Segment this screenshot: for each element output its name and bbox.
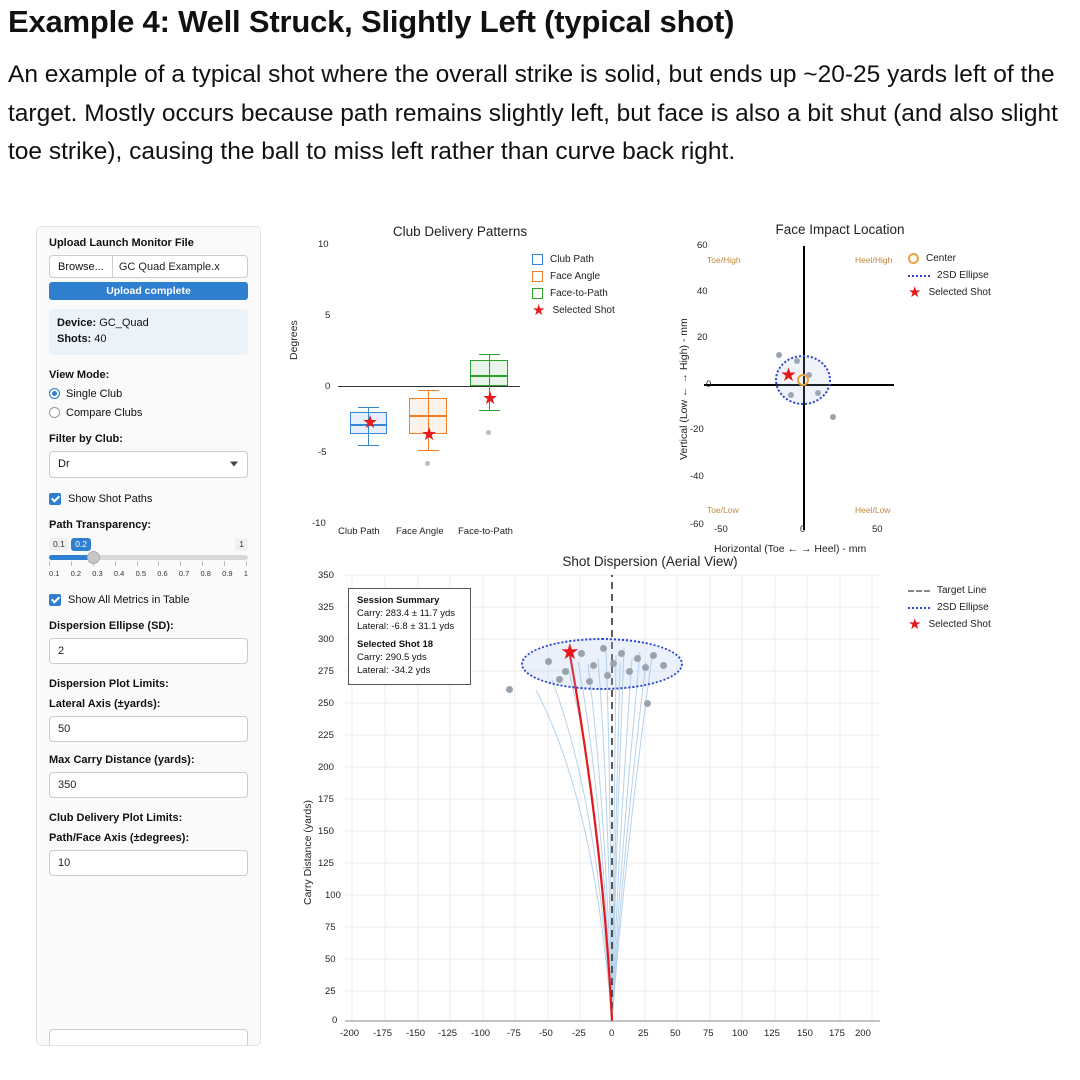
club-delivery-limits-label: Club Delivery Plot Limits: [49,811,183,824]
x-tick: -125 [438,1028,458,1039]
show-shot-paths-label: Show Shot Paths [68,492,153,505]
chevron-down-icon [230,462,238,467]
shot-point [618,650,625,657]
face-impact-legend [908,250,991,301]
x-tick: -175 [373,1028,393,1039]
x-tick: 150 [797,1028,813,1039]
tick-label: 0.8 [200,568,211,578]
y-tick: 25 [325,986,336,997]
legend-item [908,250,991,267]
legend-item [908,582,991,599]
legend-swatch-center [908,253,919,264]
next-input-partial[interactable] [49,1029,248,1046]
shot-point [626,668,633,675]
quadrant-label-toe-high: Toe/High [707,255,741,265]
y-tick: 250 [318,698,334,709]
legend-swatch-selected-shot: ★ [532,302,546,319]
y-tick: 60 [697,240,708,251]
shots-value: 40 [94,332,107,345]
tick-label: 0.5 [135,568,146,578]
y-tick: -5 [318,447,327,458]
filter-club-label: Filter by Club: [49,432,123,445]
x-tick: 125 [764,1028,780,1039]
shot-point [644,700,651,707]
legend-label: 2SD Ellipse [937,270,989,281]
shots-label: Shots: [57,332,92,345]
filter-club-value: Dr [58,458,70,471]
tick-label: 1 [243,568,248,578]
legend-swatch-selected-shot: ★ [908,616,922,633]
legend-label: Selected Shot [928,287,991,298]
legend-label: 2SD Ellipse [937,602,989,613]
legend-swatch-face-to-path [532,288,543,299]
legend-item [532,251,615,268]
slider-min-label: 0.1 [49,538,69,551]
y-axis-label: Carry Distance (yards) [302,799,314,905]
path-face-axis-input[interactable]: 10 [49,850,248,876]
legend-label: Face-to-Path [550,288,608,299]
slider-track[interactable] [49,555,248,560]
x-tick: -25 [572,1028,586,1039]
shot-point [600,645,607,652]
tick-label: 0.4 [113,568,125,578]
device-label: Device: [57,317,97,329]
shot-point [650,652,657,659]
legend-swatch-ellipse [908,607,930,609]
lateral-axis-input[interactable]: 50 [49,716,248,742]
slider-tick-labels [49,569,248,578]
shot-point [556,676,563,683]
radio-single-club-indicator[interactable] [49,388,60,399]
y-tick: -60 [690,519,704,530]
y-axis-label: Degrees [288,320,300,360]
path-transparency-label: Path Transparency: [49,518,152,531]
face-impact-title: Face Impact Location [775,222,905,237]
legend-label: Face Angle [550,271,601,282]
legend-swatch-selected-shot: ★ [908,284,922,301]
x-tick: -50 [714,524,728,535]
x-tick: -75 [507,1028,521,1039]
x-tick: Face-to-Path [458,526,513,537]
y-tick: 0 [706,379,712,390]
y-tick: 0 [325,381,331,392]
show-shot-paths-checkbox[interactable] [49,493,248,505]
quadrant-label-heel-high: Heel/High [855,255,893,265]
y-tick: 325 [318,602,334,613]
y-tick: 10 [318,239,329,250]
page-title: Example 4: Well Struck, Slightly Left (typical shot) [8,4,735,39]
dispersion-ellipse-input[interactable]: 2 [49,638,248,664]
upload-section-title: Upload Launch Monitor File [49,237,194,249]
y-tick: 75 [325,922,336,933]
shot-dispersion-title: Shot Dispersion (Aerial View) [562,554,738,569]
summary-title: Session Summary [357,595,440,606]
lateral-axis-label: Lateral Axis (±yards): [49,697,161,710]
dispersion-ellipse-label: Dispersion Ellipse (SD): [49,619,174,632]
y-tick: 200 [318,762,334,773]
checkbox-indicator[interactable] [49,594,61,606]
summary-selected-title: Selected Shot 18 [357,639,434,651]
legend-item [532,302,615,319]
legend-swatch-face-angle [532,271,543,282]
selected-shot-marker: ★ [482,388,499,408]
file-upload-row[interactable] [49,255,248,278]
y-tick: 150 [318,826,334,837]
show-all-metrics-label: Show All Metrics in Table [68,593,190,606]
legend-swatch-target-line [908,590,930,592]
summary-selected-carry: Carry: 290.5 yds [357,652,427,664]
radio-compare-clubs-indicator[interactable] [49,407,60,418]
y-tick: 50 [325,954,336,965]
shot-point [642,664,649,671]
page-description: An example of a typical shot where the overall strike is solid, but ends up ~20-25 yards left of the target. Mostly occurs because path remains slightly left, but face is also a bit shut (and also slight toe strike), causing the ball to miss left rather than curve back right. [8,61,1058,166]
legend-item [908,284,991,301]
upload-progress-bar: Upload complete [49,282,248,300]
tick-label: 0.2 [70,568,82,578]
tick-label: 0.6 [157,568,168,578]
tick-label: 0.9 [222,568,233,578]
radio-single-club[interactable] [49,388,248,400]
tick-label: 0.3 [92,568,103,578]
shot-dispersion-legend [908,582,991,633]
dispersion-selected-shot-marker: ★ [560,639,580,664]
max-carry-label: Max Carry Distance (yards): [49,753,195,766]
summary-lateral: Lateral: -6.8 ± 31.1 yds [357,620,455,632]
legend-item [532,268,615,285]
summary-selected-lateral: Lateral: -34.2 yds [357,665,431,677]
x-tick: 175 [829,1028,845,1039]
view-mode-label: View Mode: [49,368,110,381]
shot-point [545,658,552,665]
y-tick: -20 [690,424,704,435]
quadrant-label-toe-low: Toe/Low [707,505,739,515]
legend-label: Club Path [550,254,594,265]
x-tick: 25 [638,1028,649,1039]
dispersion-plot-limits-label: Dispersion Plot Limits: [49,677,169,690]
legend-item [908,616,991,633]
legend-swatch-ellipse [908,275,930,277]
max-carry-input[interactable]: 350 [49,772,248,798]
impact-point [830,414,836,420]
selected-shot-marker: ★ [362,412,379,432]
filter-club-select[interactable] [49,451,248,478]
y-tick: 0 [332,1015,338,1026]
impact-point [776,352,782,358]
shot-point [506,686,513,693]
legend-item [908,599,991,616]
shot-point [604,672,611,679]
shot-point [562,668,569,675]
device-info-box [49,309,248,355]
path-face-axis-label: Path/Face Axis (±degrees): [49,831,190,844]
selected-file-name: GC Quad Example.x [112,255,248,278]
club-delivery-title: Club Delivery Patterns [392,224,528,239]
device-value: GC_Quad [99,317,149,329]
y-axis-label: Vertical (Low ← → High) - mm [678,318,690,460]
quadrant-label-heel-low: Heel/Low [855,505,891,515]
x-tick: -150 [406,1028,426,1039]
y-tick: -10 [312,518,326,529]
y-tick: 100 [325,890,341,901]
radio-compare-clubs-label: Compare Clubs [66,406,143,419]
x-tick: 100 [732,1028,748,1039]
legend-item [908,267,991,284]
x-tick: -50 [539,1028,553,1039]
summary-carry: Carry: 283.4 ± 11.7 yds [357,607,455,619]
y-tick: 125 [318,858,334,869]
x-tick: Club Path [338,526,380,537]
shot-point [660,662,667,669]
y-tick: 275 [318,666,334,677]
y-tick: 40 [697,286,708,297]
x-axis-label: Horizontal (Toe ← → Heel) - mm [714,543,867,555]
shot-point [586,678,593,685]
legend-swatch-club-path [532,254,543,265]
x-tick: -100 [471,1028,491,1039]
slider-value-label: 0.2 [71,538,91,551]
legend-label: Selected Shot [928,619,991,630]
session-summary-box [348,588,471,685]
shot-point [634,655,641,662]
y-tick: 175 [318,794,334,805]
x-tick: Face Angle [396,526,444,537]
y-tick: 300 [318,634,334,645]
x-tick: 75 [703,1028,714,1039]
shot-point [590,662,597,669]
legend-label: Center [926,253,957,264]
tick-label: 0.7 [178,568,190,578]
selected-shot-marker: ★ [421,424,438,444]
x-tick: -200 [340,1028,360,1039]
impact-selected-shot-marker: ★ [780,365,798,386]
tick-label: 0.1 [49,568,60,578]
x-tick: 50 [670,1028,681,1039]
legend-label: Target Line [937,585,987,596]
legend-item [532,285,615,302]
path-transparency-slider[interactable] [49,538,248,584]
club-delivery-legend [532,251,615,319]
checkbox-indicator[interactable] [49,493,61,505]
slider-max-label: 1 [235,538,248,551]
x-tick: 200 [855,1028,871,1039]
radio-compare-clubs[interactable] [49,407,248,419]
y-tick: 350 [318,570,334,581]
y-tick: -40 [690,471,704,482]
legend-label: Selected Shot [552,305,615,316]
impact-center-marker [797,374,809,386]
x-tick: 0 [609,1028,615,1039]
slider-ticks [49,561,248,568]
show-all-metrics-checkbox[interactable] [49,594,248,606]
browse-button[interactable]: Browse... [49,255,112,278]
y-tick: 225 [318,730,334,741]
y-tick: 20 [697,332,708,343]
radio-single-club-label: Single Club [66,387,123,400]
shot-point [610,660,617,667]
x-tick: 50 [872,524,883,535]
sidebar [36,226,261,1046]
x-tick: 0 [800,524,806,535]
y-tick: 5 [325,310,331,321]
